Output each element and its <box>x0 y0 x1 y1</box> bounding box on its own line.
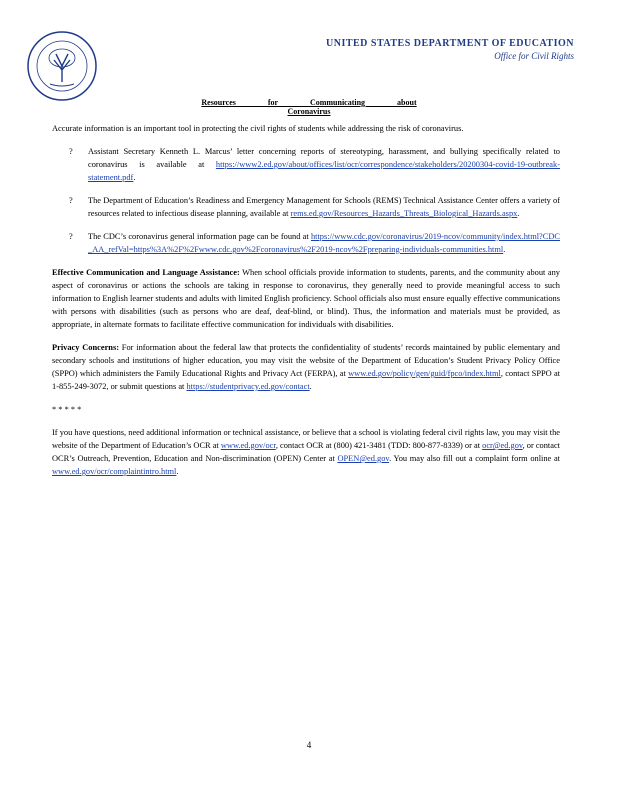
effective-communication-heading: Effective Communication and Language Assistance: <box>52 268 240 277</box>
bullet-marker: ? <box>69 147 73 156</box>
list-item: ? The Department of Education’s Readiness and Emergency Management for Schools (REMS) Technical Assistance Center offers a variety of resources related to infectious disease planning, available at rems.ed.gov/Resources_Hazards_Threats_Biological_Hazards.aspx. <box>69 196 560 218</box>
privacy-heading: Privacy Concerns: <box>52 343 119 352</box>
open-center-email-link[interactable]: OPEN@ed.gov <box>337 454 390 463</box>
department-seal-logo <box>26 30 98 102</box>
privacy-paragraph: Privacy Concerns: For information about the federal law that protects the confidentiality of students’ records maintained by public elementary and secondary schools and institutions of higher education, you may visit the website of the Department of Education’s Student Privacy Policy Office (SPPO) which administers the Family Educational Rights and Privacy Act (FERPA), at www.ed.gov/policy/gen/guid/fpco/index.html, contact SPPO at 1-855-249-3072, or submit questions at https://studentprivacy.ed.gov/contact. <box>52 343 560 391</box>
intro-paragraph: Accurate information is an important tool in protecting the civil rights of students while addressing the risk of coronavirus. <box>52 124 464 133</box>
bullet-marker: ? <box>69 196 73 205</box>
list-item-text: The CDC’s coronavirus general information page can be found at <box>88 232 311 241</box>
list-item-text: Assistant Secretary Kenneth L. Marcus’ letter concerning reports of stereotyping, harassment, and bullying specifically related to coronavirus is available at <box>88 147 560 169</box>
complaint-form-link[interactable]: www.ed.gov/ocr/complaintintro.html <box>52 467 177 476</box>
ocr-website-link[interactable]: www.ed.gov/ocr <box>220 441 276 450</box>
studentprivacy-link[interactable]: https://studentprivacy.ed.gov/contact <box>186 382 310 391</box>
document-title: Resources for Communicating about Coronavirus <box>201 98 417 116</box>
closing-paragraph: If you have questions, need additional information or technical assistance, or believe that a school is violating federal civil rights law, you may visit the website of the Department of Education’s OCR at www.ed.gov/ocr, contact OCR at (800) 421-3481 (TDD: 800-877-8339) or at ocr@ed.gov, or contact OCR’s Outreach, Prevention, Education and Non-discrimination (OPEN) Center at OPEN@ed.gov. You may also fill out a complaint form online at www.ed.gov/ocr/complaintintro.html. <box>52 428 561 476</box>
list-item: ? Assistant Secretary Kenneth L. Marcus’ letter concerning reports of stereotyping, harassment, and bullying specifically related to coronavirus is available at https://www2.ed.gov/about/offices/list/ocr/correspondence/stakeholders/20200304-covid-19-outbreak-statement.pdf. <box>69 147 560 182</box>
office-name: Office for Civil Rights <box>494 51 574 61</box>
effective-communication-paragraph: Effective Communication and Language Assistance: When school officials provide information to students, parents, and the community about any aspect of coronavirus or actions the schools are taking in response to coronavirus, they generally need to provide meaningful access to such information to English learner students and adults with limited English proficiency. School officials also must ensure equally effective communications with persons with disabilities (such as persons who are deaf, deaf-blind, or blind). Thus, the information and materials must be provided, as appropriate, in alternate formats to facilitate effective communication for individuals with disabilities. <box>52 268 560 329</box>
bullet-marker: ? <box>69 232 73 241</box>
page-number: 4 <box>306 740 312 750</box>
document-body <box>52 122 560 488</box>
cdc-link[interactable]: https://www.cdc.gov/coronavirus/2019-ncov/community/index.html?CDC_AA_refVal=https%3A%2F%2Fwww.cdc.gov%2Fcoronavirus%2F2019-ncov%2Fpreparing-individuals-communities.html <box>88 232 560 254</box>
rems-link[interactable]: rems.ed.gov/Resources_Hazards_Threats_Biological_Hazards.aspx <box>290 209 518 218</box>
resource-list <box>52 145 560 256</box>
list-item-text: The Department of Education’s Readiness and Emergency Management for Schools (REMS) Technical Assistance Center offers a variety of resources related to infectious disease planning, available at <box>88 196 560 218</box>
agency-name: UNITED STATES DEPARTMENT OF EDUCATION <box>326 38 574 49</box>
letterhead <box>326 38 574 61</box>
list-item: ? The CDC’s coronavirus general information page can be found at https://www.cdc.gov/coronavirus/2019-ncov/community/index.html?CDC_AA_refVal=https%3A%2F%2Fwww.cdc.gov%2Fcoronavirus%2F2019-ncov%2Fpreparing-individuals-communities.html. <box>69 232 560 254</box>
section-separator: * * * * * <box>52 405 82 414</box>
ocr-email-link[interactable]: ocr@ed.gov <box>482 441 523 450</box>
marcus-letter-link[interactable]: https://www2.ed.gov/about/offices/list/ocr/correspondence/stakeholders/20200304-covid-19-outbreak-statement.pdf <box>88 160 560 182</box>
ferpa-link[interactable]: www.ed.gov/policy/gen/guid/fpco/index.html <box>348 369 501 378</box>
